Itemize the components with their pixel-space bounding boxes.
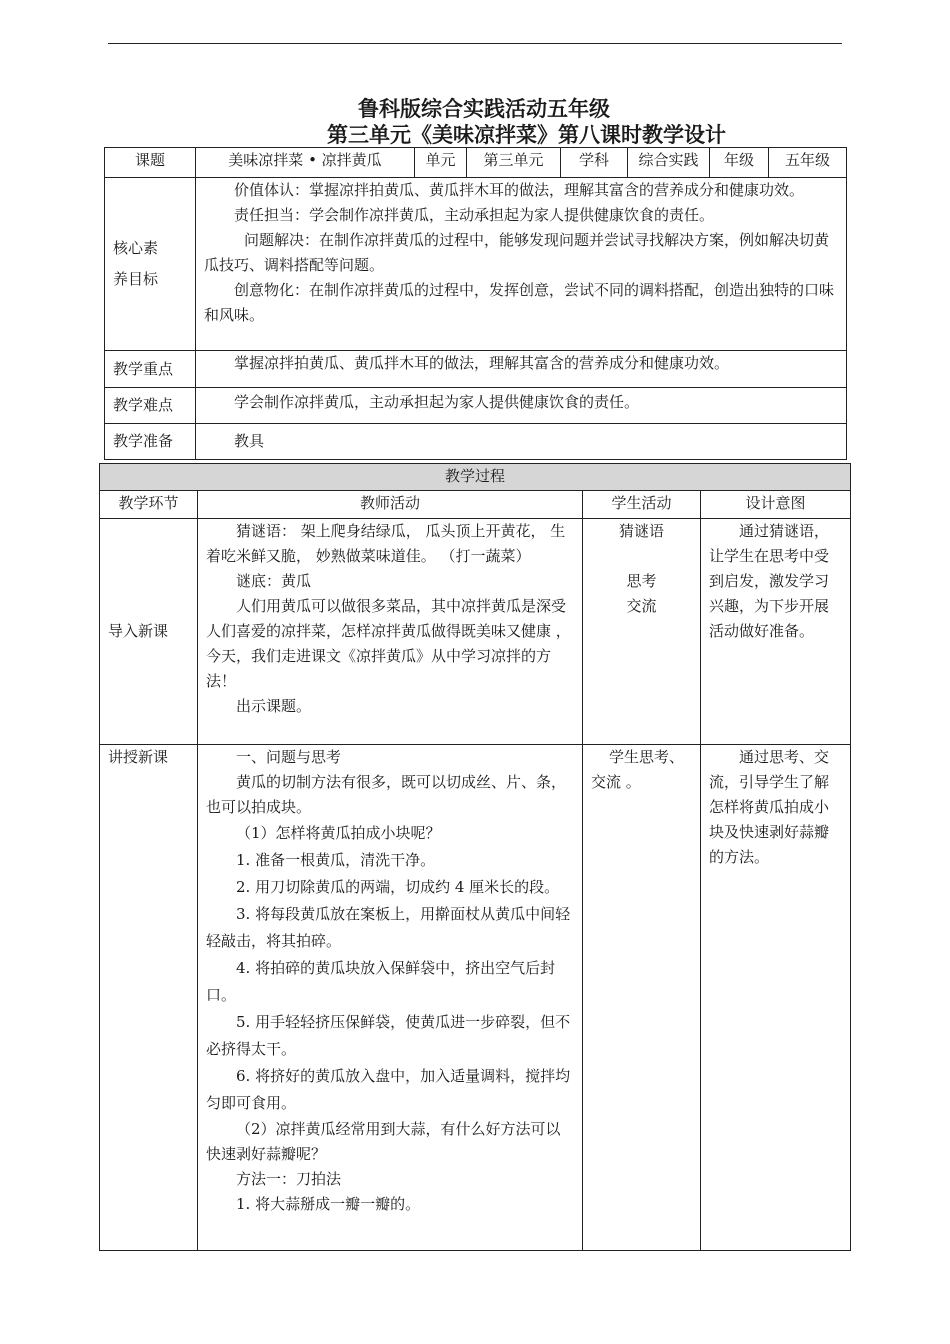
intro-teacher-paragraph: 谜底：黄瓜	[236, 572, 312, 590]
lesson-intent	[701, 745, 851, 1251]
unit-value: 第三单元	[467, 148, 561, 178]
lesson-teacher-activity	[198, 745, 583, 1251]
grade-value: 五年级	[769, 148, 847, 178]
difficulty-text: 学会制作凉拌黄瓜，主动承担起为家人提供健康饮食的责任。	[196, 388, 847, 424]
core-goals-label	[105, 178, 196, 351]
intro-intent	[701, 519, 851, 745]
subject-value: 综合实践	[628, 148, 710, 178]
core-goals-content	[196, 178, 847, 351]
stage-intro: 导入新课	[100, 519, 198, 745]
topic-value: 美味凉拌菜 • 凉拌黄瓜	[196, 148, 415, 178]
prep-label: 教学准备	[105, 424, 196, 460]
lesson-teacher-paragraph: （2）凉拌黄瓜经常用到大蒜，有什么好方法可以快速剥好蒜瓣呢？	[206, 1120, 561, 1163]
intro-teacher-paragraph: 出示课题。	[236, 697, 312, 715]
col-header-stage: 教学环节	[100, 491, 198, 519]
lesson-teacher-paragraph: 2. 用刀切除黄瓜的两端，切成约 4 厘米长的段。	[236, 878, 560, 896]
lesson-student-text: 学生思考、交流 。	[591, 748, 685, 791]
lesson-intent-text: 通过思考、交流，引导学生了解怎样将黄瓜拍成小块及快速剥好蒜瓣的方法。	[709, 748, 830, 866]
col-header-student: 学生活动	[583, 491, 701, 519]
col-header-intent: 设计意图	[701, 491, 851, 519]
title-line-2: 第三单元《美味凉拌菜》第八课时教学设计	[327, 122, 726, 147]
lesson-teacher-paragraph: 1. 准备一根黄瓜，清洗干净。	[236, 851, 436, 869]
lesson-teacher-paragraph: 黄瓜的切制方法有很多，既可以切成丝、片、条，也可以拍成块。	[206, 773, 567, 816]
title-line-1: 鲁科版综合实践活动五年级	[358, 96, 610, 121]
subject-label: 学科	[561, 148, 628, 178]
difficulty-label: 教学难点	[105, 388, 196, 424]
lesson-teacher-paragraph: 3. 将每段黄瓜放在案板上，用擀面杖从黄瓜中间轻轻敲击，将其拍碎。	[206, 905, 571, 950]
prep-text: 教具	[196, 424, 847, 460]
intro-teacher-activity	[198, 519, 583, 745]
intro-intent-text: 通过猜谜语，让学生在思考中受到启发，激发学习兴趣，为下步开展活动做好准备。	[709, 522, 830, 640]
topic-label: 课题	[105, 148, 196, 178]
core-label-line-1: 核心素	[113, 239, 159, 257]
core-goal-item: 责任担当：学会制作凉拌黄瓜，主动承担起为家人提供健康饮食的责任。	[234, 206, 715, 224]
intro-student-line: 猜谜语	[618, 522, 664, 540]
core-label-line-2: 养目标	[113, 270, 159, 288]
header-rule	[108, 43, 842, 44]
lesson-student-activity	[583, 745, 701, 1251]
intro-student-line: 思考	[626, 572, 657, 590]
lesson-teacher-paragraph: 6. 将挤好的黄瓜放入盘中，加入适量调料，搅拌均匀即可食用。	[206, 1067, 571, 1112]
focus-label: 教学重点	[105, 351, 196, 388]
intro-student-activity	[583, 519, 701, 745]
stage-lesson: 讲授新课	[100, 745, 198, 1251]
intro-student-line: 交流	[626, 597, 657, 615]
lesson-teacher-paragraph: 一、问题与思考	[236, 748, 342, 766]
lesson-teacher-paragraph: 5. 用手轻轻挤压保鲜袋，使黄瓜进一步碎裂，但不必挤得太干。	[206, 1013, 571, 1058]
lesson-teacher-paragraph: 1. 将大蒜掰成一瓣一瓣的。	[236, 1195, 421, 1213]
intro-teacher-paragraph: 猜谜语： 架上爬身结绿瓜， 瓜头顶上开黄花， 生着吃米鲜又脆， 妙熟做菜味道佳。 （打一蔬菜）	[206, 522, 566, 565]
process-table	[99, 463, 851, 1251]
core-goal-item: 问题解决：在制作凉拌黄瓜的过程中，能够发现问题并尝试寻找解决方案，例如解决切黄瓜技巧、调料搭配等问题。	[204, 231, 830, 274]
intro-teacher-paragraph: 人们用黄瓜可以做很多菜品，其中凉拌黄瓜是深受人们喜爱的凉拌菜，怎样凉拌黄瓜做得既美味又健康 ，今天，我们走进课文《凉拌黄瓜》从中学习凉拌的方法！	[206, 597, 571, 690]
col-header-teacher: 教师活动	[198, 491, 583, 519]
process-title: 教学过程	[100, 464, 851, 491]
focus-text: 掌握凉拌拍黄瓜、黄瓜拌木耳的做法，理解其富含的营养成分和健康功效。	[196, 351, 847, 388]
lesson-teacher-paragraph: （1）怎样将黄瓜拍成小块呢？	[236, 824, 441, 842]
core-goal-item: 价值体认：掌握凉拌拍黄瓜、黄瓜拌木耳的做法，理解其富含的营养成分和健康功效。	[234, 181, 805, 199]
unit-label: 单元	[415, 148, 467, 178]
info-table	[104, 147, 847, 460]
core-goal-item: 创意物化：在制作凉拌黄瓜的过程中，发挥创意，尝试不同的调料搭配，创造出独特的口味和风味。	[204, 281, 835, 324]
grade-label: 年级	[710, 148, 769, 178]
lesson-teacher-paragraph: 4. 将拍碎的黄瓜块放入保鲜袋中，挤出空气后封口。	[206, 959, 556, 1004]
lesson-teacher-paragraph: 方法一：刀拍法	[236, 1170, 342, 1188]
